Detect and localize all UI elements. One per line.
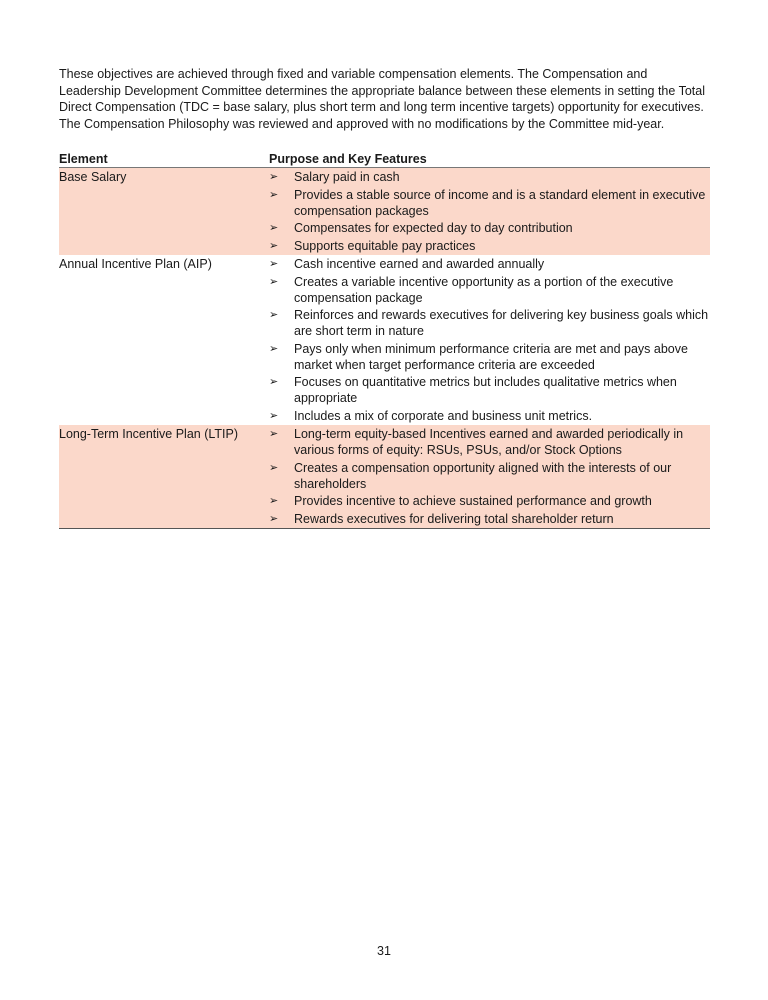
page-number: 31: [377, 944, 391, 958]
arrow-bullet-icon: ➢: [269, 461, 279, 474]
arrow-bullet-icon: ➢: [269, 376, 279, 388]
arrow-bullet-icon: ➢: [269, 171, 279, 183]
list-item: [269, 408, 710, 424]
feature-text: Cash incentive earned and awarded annually: [294, 257, 545, 271]
feature-text: Reinforces and rewards executives for delivering key business goals which are short term in nature: [294, 308, 709, 338]
feature-text: Compensates for expected day to day contribution: [294, 221, 573, 235]
list-item: [269, 426, 710, 458]
element-name: Annual Incentive Plan (AIP): [59, 257, 212, 271]
feature-text: Includes a mix of corporate and business unit metrics.: [294, 408, 593, 423]
table-row: [59, 425, 710, 529]
arrow-bullet-icon: ➢: [269, 409, 279, 422]
element-name: Long-Term Incentive Plan (LTIP): [59, 427, 239, 441]
list-item: [269, 493, 710, 509]
list-item: [269, 238, 710, 254]
header-element: Element: [59, 152, 108, 166]
list-item: [269, 169, 710, 185]
list-item: [269, 307, 710, 339]
list-item: [269, 374, 710, 406]
feature-text: Focuses on quantitative metrics but includes qualitative metrics when appropriate: [294, 375, 677, 405]
feature-text: Provides a stable source of income and is a standard element in executive compensation packages: [294, 187, 706, 218]
arrow-bullet-icon: ➢: [269, 222, 279, 234]
feature-text: Creates a variable incentive opportunity as a portion of the executive compensation package: [294, 274, 674, 305]
feature-text: Rewards executives for delivering total shareholder return: [294, 511, 614, 526]
feature-list: [269, 169, 710, 255]
list-item: [269, 220, 710, 236]
arrow-bullet-icon: ➢: [269, 188, 279, 201]
arrow-bullet-icon: ➢: [269, 239, 279, 252]
feature-list: [269, 426, 710, 528]
feature-text: Provides incentive to achieve sustained performance and growth: [294, 494, 652, 508]
arrow-bullet-icon: ➢: [269, 512, 279, 525]
list-item: [269, 274, 710, 306]
feature-text: Long-term equity-based Incentives earned and awarded periodically in various forms of equity: RSUs, PSUs, and/or Stock Options: [294, 427, 684, 457]
arrow-bullet-icon: ➢: [269, 342, 279, 355]
feature-text: Pays only when minimum performance criteria are met and pays above market when target performance criteria are exceeded: [294, 341, 688, 372]
list-item: [269, 511, 710, 527]
feature-list: [269, 256, 710, 425]
table-row: [59, 255, 710, 425]
list-item: [269, 460, 710, 492]
compensation-elements-table: [59, 151, 710, 529]
arrow-bullet-icon: ➢: [269, 309, 279, 321]
arrow-bullet-icon: ➢: [269, 428, 279, 440]
list-item: [269, 256, 710, 272]
table-row: [59, 168, 710, 255]
arrow-bullet-icon: ➢: [269, 258, 279, 270]
list-item: [269, 187, 710, 219]
list-item: [269, 341, 710, 373]
arrow-bullet-icon: ➢: [269, 495, 279, 507]
header-purpose: Purpose and Key Features: [269, 152, 427, 166]
arrow-bullet-icon: ➢: [269, 275, 279, 288]
feature-text: Creates a compensation opportunity aligned with the interests of our shareholders: [294, 460, 672, 491]
element-name: Base Salary: [59, 170, 127, 184]
intro-paragraph: These objectives are achieved through fixed and variable compensation elements. The Compensation and Leadership Development Committee determines the appropriate balance between these elements in setting the Total Direct Compensation (TDC = base salary, plus short term and long term incentive targets) opportunity for executives. The Compensation Philosophy was reviewed and approved with no modifications by the Committee mid-year.: [59, 67, 705, 131]
feature-text: Salary paid in cash: [294, 170, 400, 184]
table-header: [59, 151, 710, 168]
feature-text: Supports equitable pay practices: [294, 238, 476, 253]
